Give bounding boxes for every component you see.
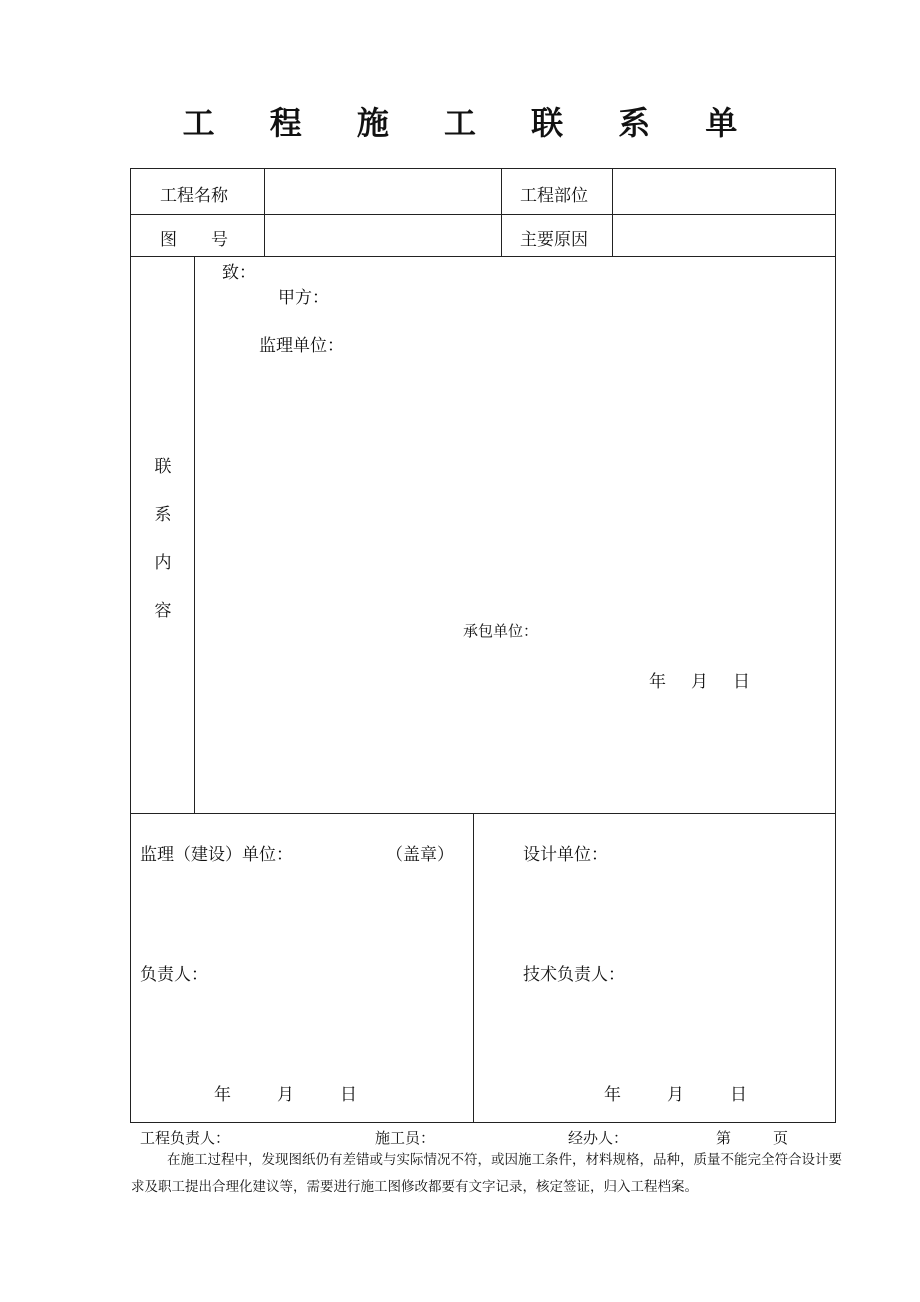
main-reason-field[interactable] — [618, 218, 830, 252]
project-lead-label: 工程负责人： — [140, 1129, 231, 1147]
table-top-border — [130, 168, 836, 169]
seal-label: （盖章） — [386, 845, 454, 865]
row-divider — [130, 813, 836, 814]
col-divider — [194, 256, 195, 813]
row-divider — [130, 256, 836, 257]
col-divider — [264, 168, 265, 256]
col-divider — [501, 168, 502, 256]
project-part-field[interactable] — [618, 172, 830, 210]
responsible-person-label: 负责人： — [140, 965, 208, 985]
table-left-border — [130, 168, 131, 1123]
main-reason-label: 主要原因 — [520, 230, 588, 250]
project-part-label: 工程部位 — [520, 186, 588, 206]
col-divider — [473, 813, 474, 1122]
project-name-label: 工程名称 — [160, 186, 228, 206]
contact-content-area[interactable] — [200, 360, 830, 610]
right-sign-date: 年 月 日 — [604, 1085, 751, 1105]
project-name-field[interactable] — [270, 172, 496, 210]
footnote: 在施工过程中，发现图纸仍有差错或与实际情况不符，或因施工条件，材料规格，品种，质量不能完全符合设计要求及职工提出合理化建议等，需要进行施工图修改都要有文字记录，核定签证，归入工程档案。 — [131, 1152, 842, 1195]
row-divider — [130, 214, 836, 215]
constructor-label: 施工员： — [375, 1129, 436, 1147]
left-sign-date: 年 月 日 — [214, 1085, 361, 1105]
table-bottom-border — [130, 1122, 836, 1123]
drawing-no-label: 图 号 — [160, 230, 228, 250]
supervision-unit-label: 监理（建设）单位： — [140, 845, 293, 865]
contractor-unit-label: 承包单位： — [463, 622, 539, 640]
table-right-border — [835, 168, 836, 1123]
side-label-char: 内 — [154, 553, 172, 573]
technical-lead-label: 技术负责人： — [523, 965, 625, 985]
party-a-label: 甲方： — [278, 288, 329, 308]
content-date: 年 月 日 — [649, 672, 754, 692]
to-label: 致： — [222, 263, 256, 283]
col-divider — [612, 168, 613, 256]
side-label-char: 联 — [154, 457, 172, 477]
page-title: 工 程 施 工 联 系 单 — [182, 104, 760, 142]
supervisor-unit-label: 监理单位： — [259, 336, 344, 356]
page-number-label: 第 页 — [716, 1129, 793, 1147]
design-unit-label: 设计单位： — [523, 845, 608, 865]
side-label-char: 容 — [154, 601, 172, 621]
handler-label: 经办人： — [568, 1129, 629, 1147]
drawing-no-field[interactable] — [270, 218, 496, 252]
side-label-char: 系 — [154, 505, 172, 525]
